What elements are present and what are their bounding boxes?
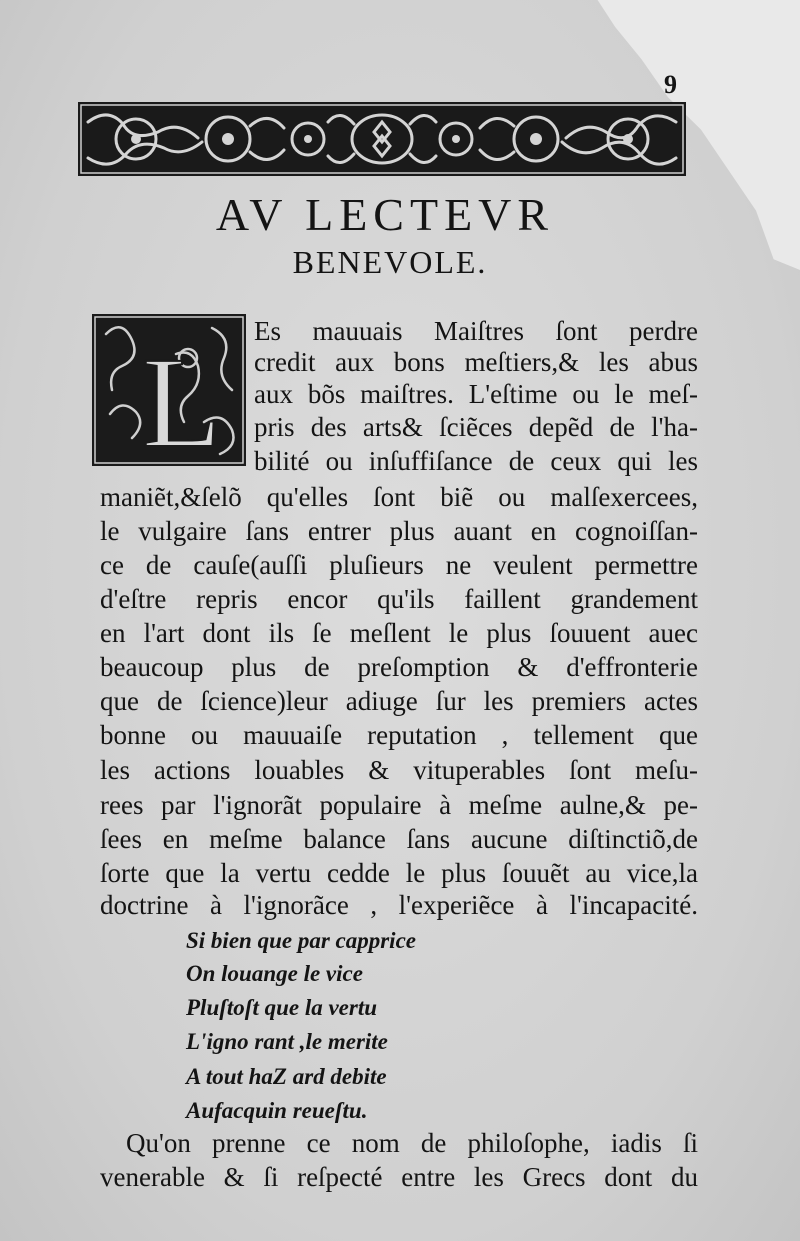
text-line: en l'art dont ils ſe meſlent le plus ſouuent auec	[100, 618, 698, 648]
page-subtitle: BENEVOLE.	[292, 244, 488, 280]
text-line: venerable & ſi reſpecté entre les Grecs dont du	[100, 1162, 698, 1192]
text-line: le vulgaire ſans entrer plus auant en cognoiſſan-	[100, 516, 698, 546]
verse-line: Pluſtoſt que la vertu	[186, 995, 378, 1020]
text-line: Qu'on prenne ce nom de philoſophe, iadis ſi	[126, 1128, 698, 1158]
page-number: 9	[664, 70, 677, 99]
text-line: ce de cauſe(auſſi pluſieurs ne veulent permettre	[100, 550, 698, 580]
text-line: bilité ou inſuffiſance de ceux qui les	[254, 446, 698, 476]
text-line: pris des arts& ſciẽces depẽd de l'ha-	[254, 412, 698, 442]
text-line: Es mauuais Maiſtres ſont perdre	[254, 316, 698, 346]
verse-line: L'igno rant ,le merite	[186, 1029, 388, 1054]
dropcap-letter: L	[142, 331, 222, 466]
verse-line: Si bien que par capprice	[186, 928, 416, 953]
verse-line: A tout haZ ard debite	[186, 1064, 387, 1089]
text-line: d'eſtre repris encor qu'ils faillent grandement	[100, 584, 698, 614]
text-line: doctrine à l'ignorãce , l'experiẽce à l'incapacité.	[100, 890, 698, 920]
text-line: aux bõs maiſtres. L'eſtime ou le meſ-	[254, 379, 698, 409]
ornamental-headpiece	[78, 102, 686, 176]
text-line: maniẽt,&ſelõ qu'elles ſont biẽ ou malſexercees,	[100, 482, 698, 512]
verse-line: Aufacquin reueſtu.	[186, 1098, 368, 1123]
text-line: credit aux bons meſtiers,& les abus	[254, 347, 698, 377]
page-title: AV LECTEVR	[215, 189, 555, 240]
verse-line: On louange le vice	[186, 961, 363, 986]
text-line: ſees en meſme balance ſans aucune diſtinctiõ,de	[100, 824, 698, 854]
text-line: bonne ou mauuaiſe reputation , tellement que	[100, 720, 698, 750]
text-line: ſorte que la vertu cedde le plus ſouuẽt au vice,la	[100, 858, 698, 888]
illuminated-dropcap	[92, 314, 246, 466]
text-line: les actions louables & vituperables ſont meſu-	[100, 755, 698, 785]
text-line: beaucoup plus de preſomption & d'effronterie	[100, 652, 698, 682]
text-line: rees par l'ignorãt populaire à meſme aulne,& pe-	[100, 790, 698, 820]
text-line: que de ſcience)leur adiuge ſur les premiers actes	[100, 686, 698, 716]
